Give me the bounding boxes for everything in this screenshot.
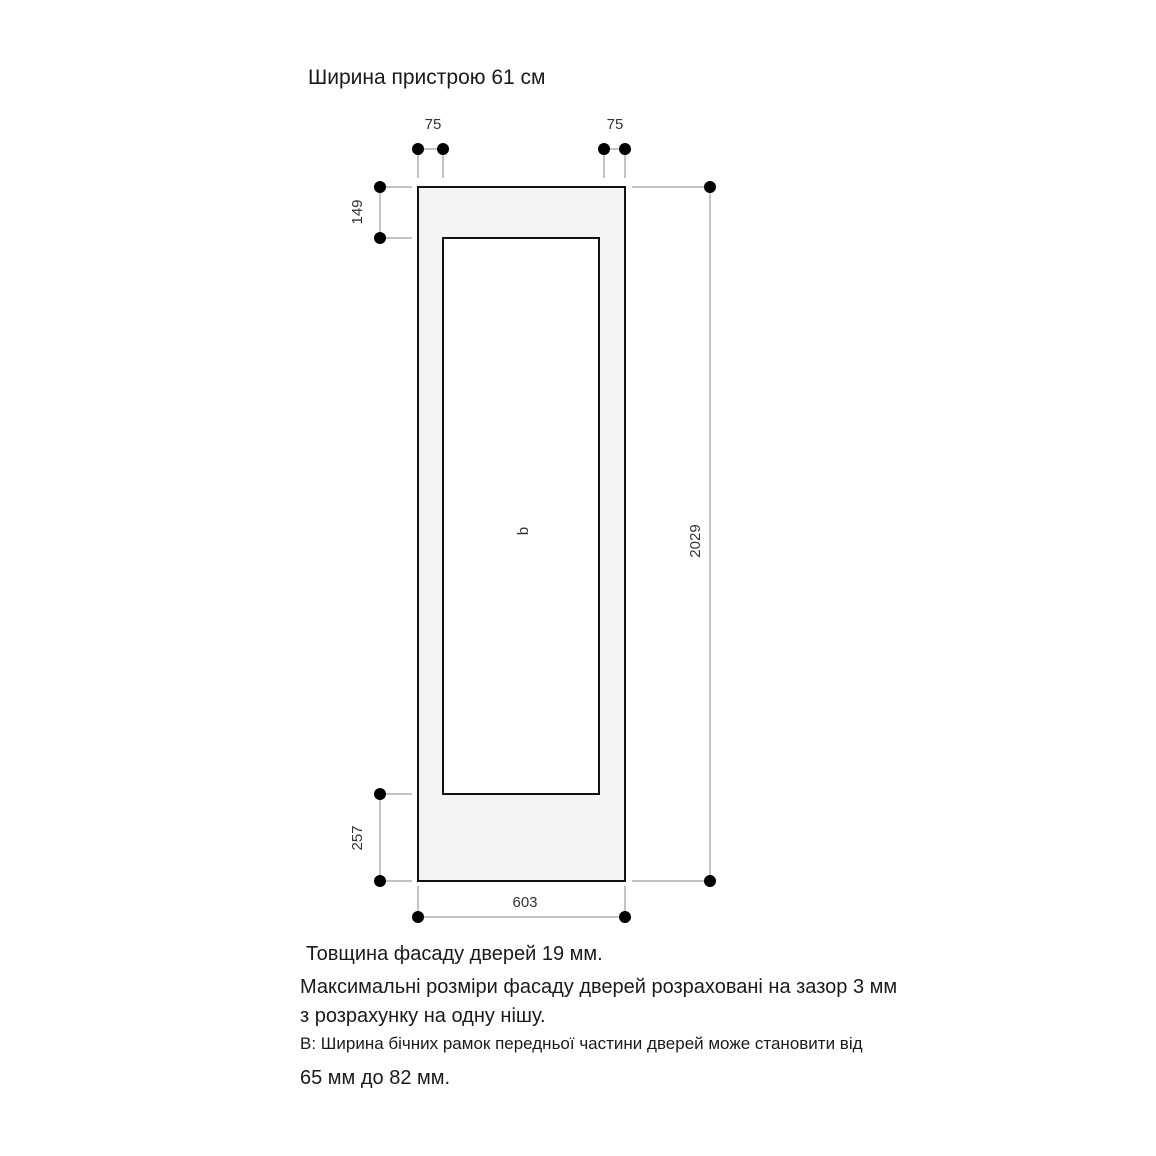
total-width-value: 603 (512, 894, 538, 911)
top-rail-value: 149 (349, 199, 366, 225)
frame-width-note-line1: В: Ширина бічних рамок передньої частини дверей може становити від (300, 1034, 863, 1053)
center-label: q (516, 526, 533, 536)
total-height-value: 2029 (687, 524, 704, 558)
total-width-dimension (412, 886, 631, 923)
frame-width-note-line2: 65 мм до 82 мм. (300, 1067, 451, 1089)
left-stile-value: 75 (424, 116, 442, 133)
top-rail-dimension (349, 181, 412, 244)
door-inner-panel (443, 238, 599, 794)
thickness-note: Товщина фасаду дверей 19 мм. (306, 943, 603, 965)
right-stile-dimension (598, 116, 631, 178)
right-stile-value: 75 (606, 116, 624, 133)
total-height-dimension (632, 181, 716, 887)
max-sizes-note-line1: Максимальні розміри фасаду дверей розраховані на зазор 3 мм (300, 976, 898, 998)
left-stile-dimension (412, 116, 449, 178)
device-width-title: Ширина пристрою 61 см (308, 66, 546, 89)
bottom-rail-value: 257 (349, 825, 366, 851)
bottom-rail-dimension (349, 788, 412, 887)
max-sizes-note-line2: з розрахунку на одну нішу. (300, 1005, 546, 1027)
